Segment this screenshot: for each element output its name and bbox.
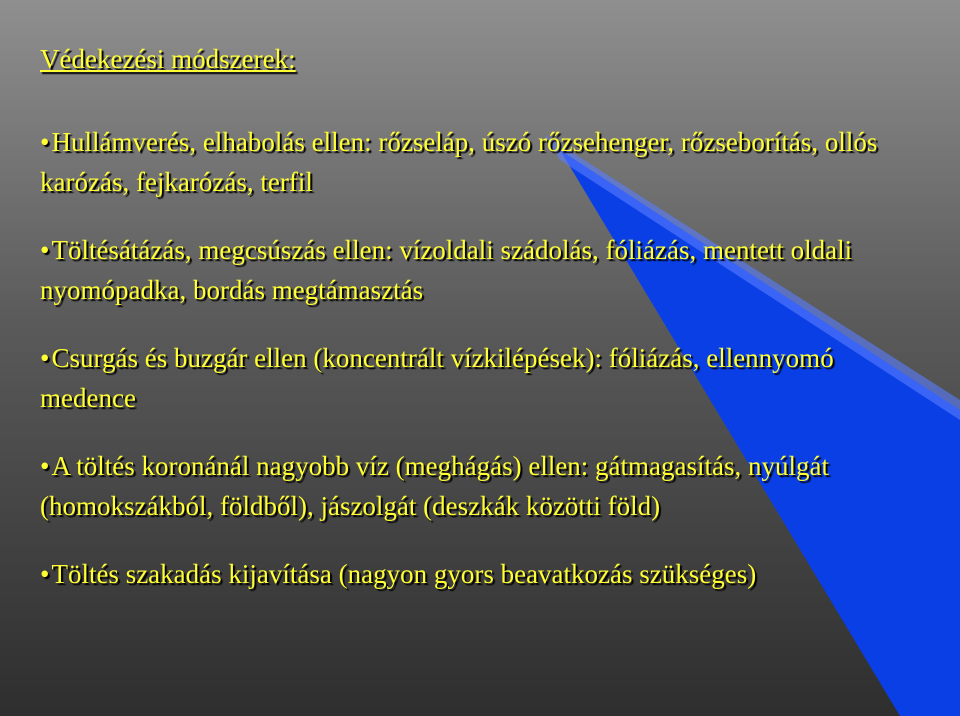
bullet-text: Hullámverés, elhabolás ellen: rőzseláp, úszó rőzsehenger, rőzseborítás, ollós karózás, fejkarózás, terfil bbox=[40, 127, 878, 197]
bullet-text: A töltés koronánál nagyobb víz (meghágás) ellen: gátmagasítás, nyúlgát (homokszákból, földből), jászolgát (deszkák közötti föld) bbox=[40, 451, 829, 521]
bullet-item bbox=[40, 446, 930, 526]
bullet-text: Töltés szakadás kijavítása (nagyon gyors beavatkozás szükséges) bbox=[51, 559, 757, 589]
bullet-item bbox=[40, 122, 930, 202]
bullet-dot-icon: • bbox=[40, 235, 50, 265]
slide-title: Védekezési módszerek: bbox=[40, 44, 296, 74]
bullet-item bbox=[40, 554, 930, 594]
bullet-dot-icon: • bbox=[40, 127, 50, 157]
bullet-dot-icon: • bbox=[40, 343, 50, 373]
bullet-item bbox=[40, 338, 930, 418]
bullet-text: Csurgás és buzgár ellen (koncentrált vízkilépések): fóliázás, ellennyomó medence bbox=[40, 343, 834, 413]
bullet-dot-icon: • bbox=[40, 451, 50, 481]
bullet-list bbox=[40, 122, 930, 622]
bullet-item bbox=[40, 230, 930, 310]
bullet-text: Töltésátázás, megcsúszás ellen: vízoldali szádolás, fóliázás, mentett oldali nyomópadka, bordás megtámasztás bbox=[40, 235, 853, 305]
bullet-dot-icon: • bbox=[40, 559, 50, 589]
